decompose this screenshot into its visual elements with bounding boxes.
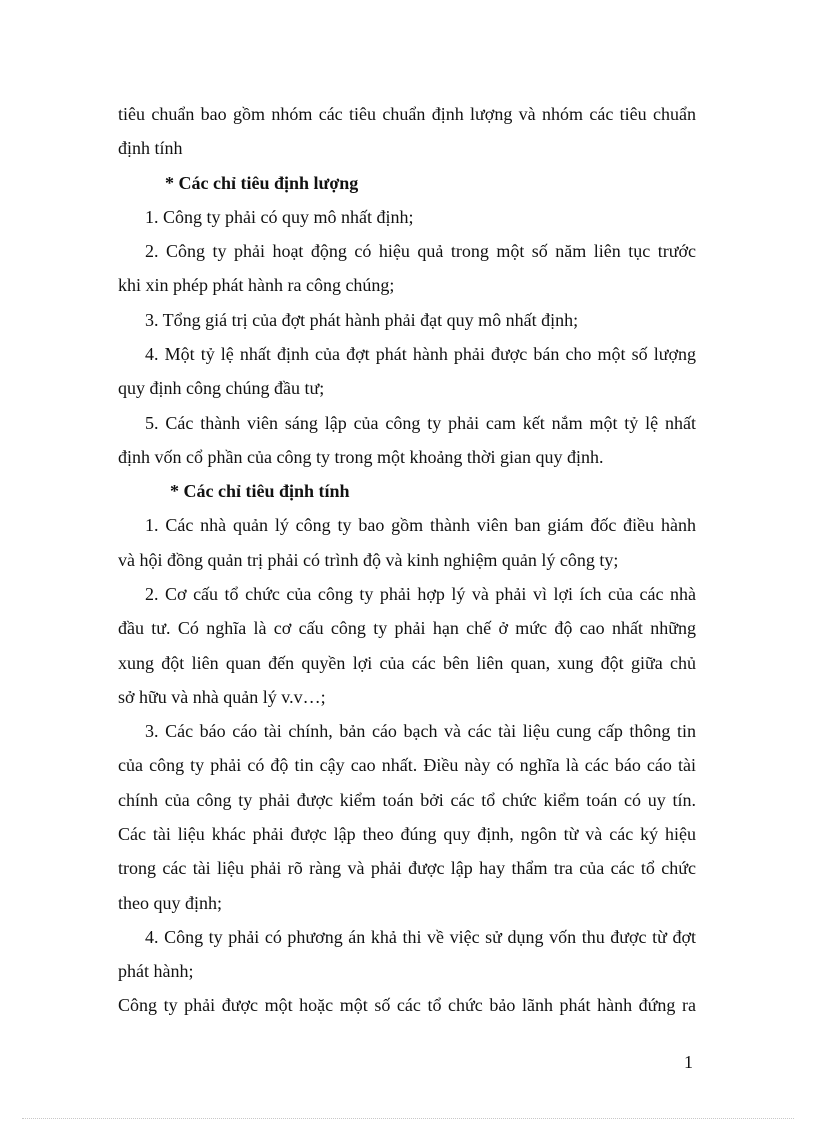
qualitative-item-2-cont: đầu tư. Có nghĩa là cơ cấu công ty phải hạn chế ở mức độ cao nhất những — [118, 618, 696, 638]
qualitative-item-3-cont: theo quy định; — [118, 893, 222, 913]
quantitative-item-4: 4. Một tỷ lệ nhất định của đợt phát hành phải được bán cho một số lượng — [145, 344, 696, 364]
page-number: 1 — [684, 1052, 693, 1072]
qualitative-item-4: 4. Công ty phải có phương án khả thi về việc sử dụng vốn thu được từ đợt — [145, 927, 696, 947]
intro-line: định tính — [118, 138, 183, 158]
qualitative-item-4-cont: phát hành; — [118, 961, 194, 981]
intro-line: tiêu chuẩn bao gồm nhóm các tiêu chuẩn định lượng và nhóm các tiêu chuẩn — [118, 104, 696, 124]
qualitative-heading: * Các chỉ tiêu định tính — [170, 481, 350, 501]
quantitative-item-1: 1. Công ty phải có quy mô nhất định; — [145, 207, 414, 227]
quantitative-item-5: 5. Các thành viên sáng lập của công ty phải cam kết nắm một tỷ lệ nhất — [145, 413, 696, 433]
qualitative-item-3-cont: của công ty phải có độ tin cậy cao nhất. Điều này có nghĩa là các báo cáo tài — [118, 755, 696, 775]
qualitative-item-3: 3. Các báo cáo tài chính, bản cáo bạch và các tài liệu cung cấp thông tin — [145, 721, 696, 741]
quantitative-heading: * Các chỉ tiêu định lượng — [165, 173, 359, 193]
page-bottom-divider — [22, 1118, 794, 1119]
qualitative-item-3-cont: Các tài liệu khác phải được lập theo đúng quy định, ngôn từ và các ký hiệu — [118, 824, 696, 844]
quantitative-item-2-cont: khi xin phép phát hành ra công chúng; — [118, 275, 395, 295]
qualitative-item-2: 2. Cơ cấu tổ chức của công ty phải hợp lý và phải vì lợi ích của các nhà — [145, 584, 696, 604]
qualitative-item-3-cont: chính của công ty phải được kiểm toán bởi các tổ chức kiểm toán có uy tín. — [118, 790, 696, 810]
quantitative-item-3: 3. Tổng giá trị của đợt phát hành phải đạt quy mô nhất định; — [145, 310, 579, 330]
closing-line: Công ty phải được một hoặc một số các tổ chức bảo lãnh phát hành đứng ra — [118, 995, 696, 1015]
qualitative-item-2-cont: xung đột liên quan đến quyền lợi của các bên liên quan, xung đột giữa chủ — [118, 653, 696, 673]
quantitative-item-5-cont: định vốn cổ phần của công ty trong một khoảng thời gian quy định. — [118, 447, 604, 467]
quantitative-item-2: 2. Công ty phải hoạt động có hiệu quả trong một số năm liên tục trước — [145, 241, 696, 261]
qualitative-item-1: 1. Các nhà quản lý công ty bao gồm thành viên ban giám đốc điều hành — [145, 515, 696, 535]
qualitative-item-1-cont: và hội đồng quản trị phải có trình độ và kinh nghiệm quản lý công ty; — [118, 550, 619, 570]
qualitative-item-2-cont: sở hữu và nhà quản lý v.v…; — [118, 687, 326, 707]
qualitative-item-3-cont: trong các tài liệu phải rõ ràng và phải được lập hay thẩm tra của các tổ chức — [118, 858, 696, 878]
quantitative-item-4-cont: quy định công chúng đầu tư; — [118, 378, 325, 398]
